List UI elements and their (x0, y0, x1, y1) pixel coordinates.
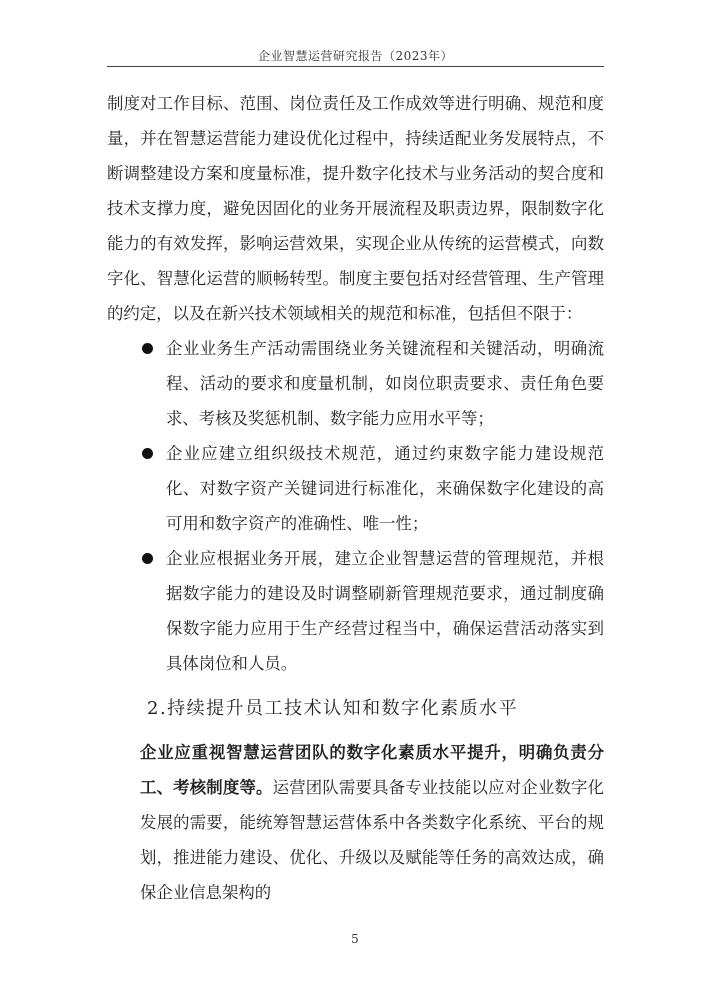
page-number: 5 (351, 932, 359, 946)
list-item (107, 541, 604, 681)
page-body (107, 86, 604, 910)
bullet-dot-icon (142, 448, 153, 459)
bullet-text: 企业应建立组织级技术规范，通过约束数字能力建设规范化、对数字资产关键词进行标准化，来确保数字化建设的高可用和数字资产的准确性、唯一性； (166, 444, 604, 533)
header-divider (107, 66, 604, 67)
section-paragraph (107, 735, 604, 910)
bullet-dot-icon (142, 343, 153, 354)
section-paragraph-emphasis: 企业应重视智慧运营团队的数字化素质水平提升，明确负责分工、考核制度等。 (140, 743, 604, 797)
bullet-list (107, 331, 604, 681)
list-item (107, 436, 604, 541)
list-item (107, 331, 604, 436)
intro-paragraph: 制度对工作目标、范围、岗位责任及工作成效等进行明确、规范和度量，并在智慧运营能力建设优化过程中，持续适配业务发展特点，不断调整建设方案和度量标准，提升数字化技术与业务活动的契合度和技术支撑力度，避免因固化的业务开展流程及职责边界，限制数字化能力的有效发挥，影响运营效果，实现企业从传统的运营模式，向数字化、智慧化运营的顺畅转型。制度主要包括对经营管理、生产管理的约定，以及在新兴技术领域相关的规范和标准，包括但不限于： (107, 94, 604, 323)
bullet-dot-icon (142, 553, 153, 564)
bullet-text: 企业应根据业务开展，建立企业智慧运营的管理规范，并根据数字能力的建设及时调整刷新管理规范要求，通过制度确保数字能力应用于生产经营过程当中，确保运营活动落实到具体岗位和人员。 (166, 549, 604, 673)
running-header: 企业智慧运营研究报告（2023年） (257, 49, 454, 63)
section-heading: 2.持续提升员工技术认知和数字化素质水平 (147, 698, 519, 719)
section-paragraph-text: 运营团队需要具备专业技能以应对企业数字化发展的需要，能统筹智慧运营体系中各类数字化系统、平台的规划，推进能力建设、优化、升级以及赋能等任务的高效达成，确保企业信息架构的 (140, 778, 604, 902)
bullet-text: 企业业务生产活动需围绕业务关键流程和关键活动，明确流程、活动的要求和度量机制，如岗位职责要求、责任角色要求、考核及奖惩机制、数字能力应用水平等； (166, 339, 604, 428)
